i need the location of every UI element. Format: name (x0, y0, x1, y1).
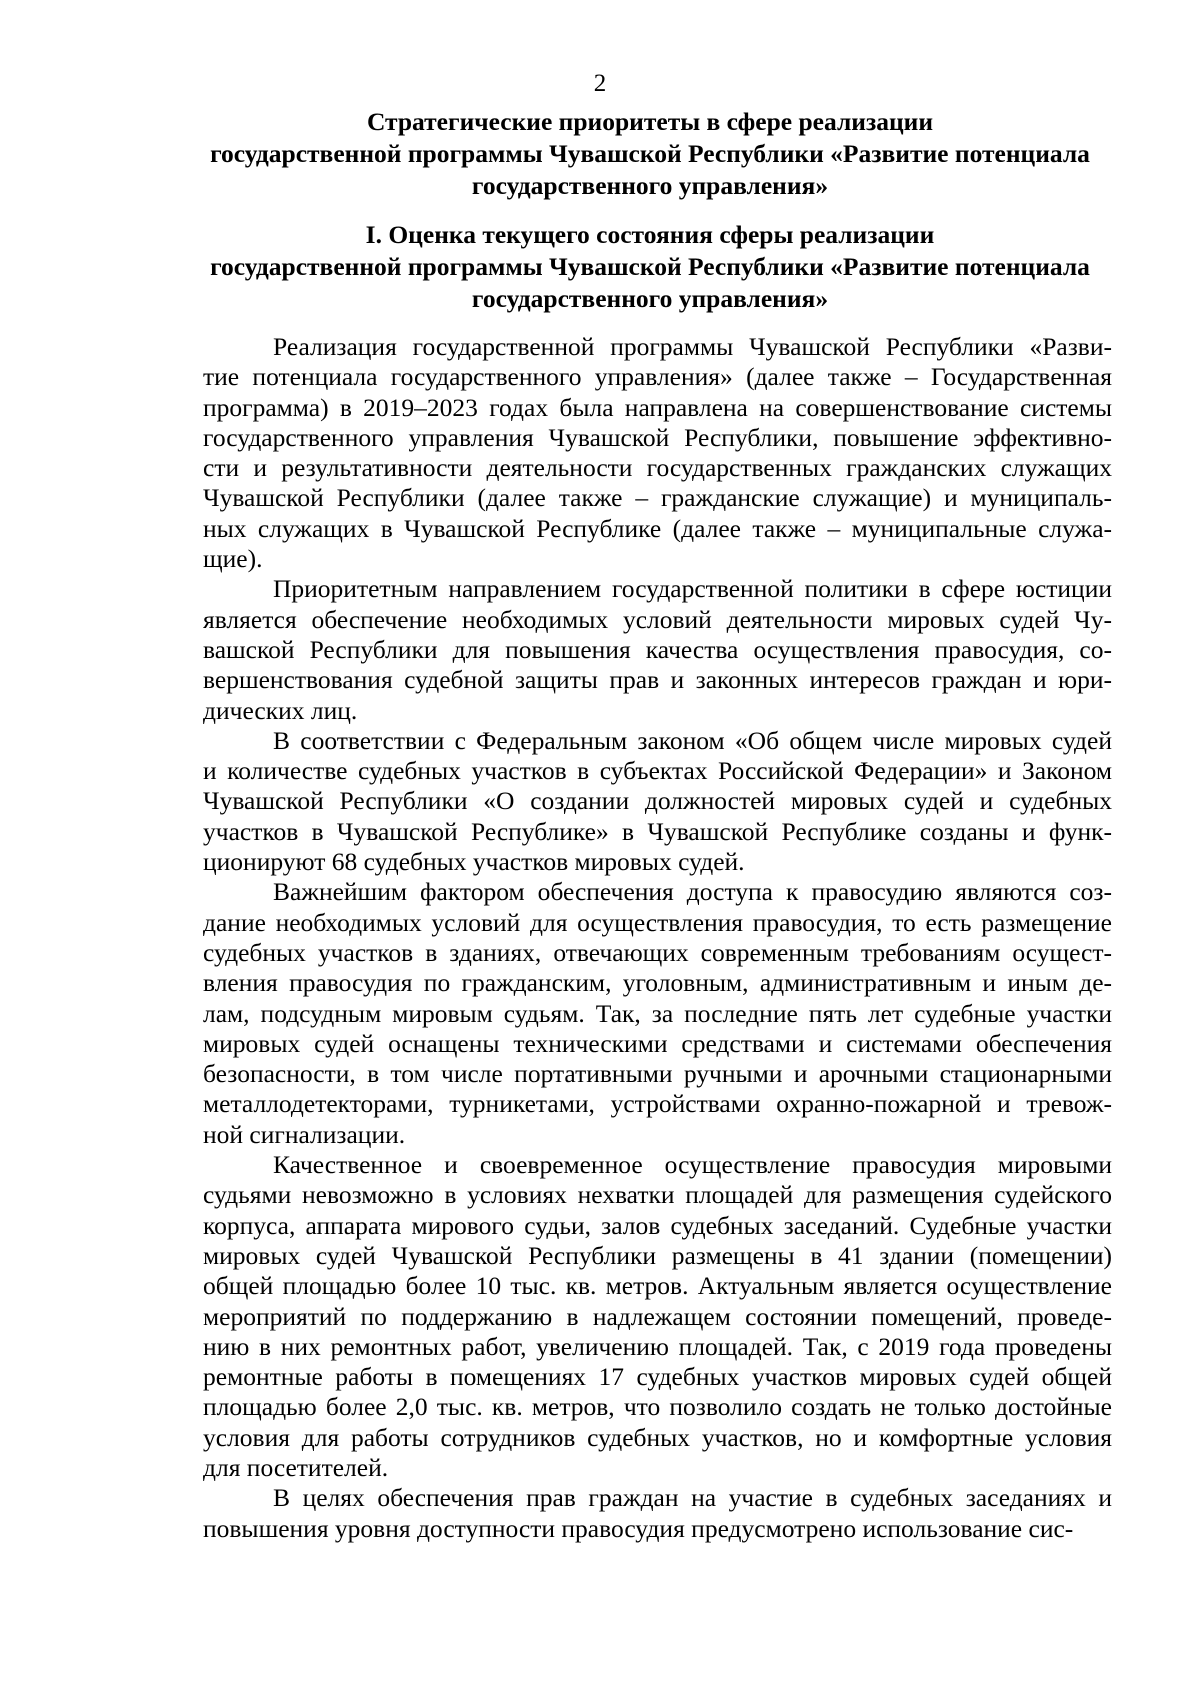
paragraph-line: щие). (203, 544, 263, 574)
page-number: 2 (593, 70, 607, 97)
paragraph-line: условия для работы сотрудников судебных участков, но и комфортные условия (203, 1422, 1112, 1452)
paragraph-line: государственного управления Чувашской Республики, повышение эффективно- (203, 422, 1112, 452)
paragraph-line: В целях обеспечения прав граждан на участие в судебных заседаниях и (273, 1483, 1112, 1513)
paragraph-line: Чувашской Республики (далее также – гражданские служащие) и муниципаль- (203, 483, 1112, 513)
paragraph-line: является обеспечение необходимых условий деятельности мировых судей Чу- (203, 604, 1112, 634)
paragraph-line: нию в них ремонтных работ, увеличению площадей. Так, с 2019 года проведены (203, 1331, 1112, 1361)
paragraph (203, 332, 1112, 574)
paragraph-line: программа) в 2019–2023 годах была направлена на совершенствование системы (203, 392, 1112, 422)
paragraph-line: лам, подсудным мировым судьям. Так, за последние пять лет судебные участки (203, 998, 1112, 1028)
paragraph-line: вления правосудия по гражданским, уголовным, административным и иным де- (203, 968, 1112, 998)
section-title (180, 219, 1120, 315)
paragraph-line: судебных участков в зданиях, отвечающих современным требованиям осущест- (203, 937, 1112, 967)
paragraph-line: повышения уровня доступности правосудия предусмотрено использование сис- (203, 1513, 1074, 1543)
section-title-line: I. Оценка текущего состояния сферы реализации (365, 220, 935, 249)
paragraph-line: Приоритетным направлением государственной политики в сфере юстиции (273, 574, 1112, 604)
paragraph (203, 1150, 1112, 1483)
section-title-line: государственной программы Чувашской Республики «Развитие потенциала (210, 252, 1090, 281)
paragraph-line: Качественное и своевременное осуществление правосудия мировыми (273, 1150, 1112, 1180)
document-title (180, 106, 1120, 202)
paragraph (203, 574, 1112, 725)
paragraph-line: вашской Республики для повышения качества осуществления правосудия, со- (203, 634, 1112, 664)
paragraph-line: ремонтные работы в помещениях 17 судебных участков мировых судей общей (203, 1362, 1112, 1392)
paragraph-line: мероприятий по поддержанию в надлежащем состоянии помещений, проведе- (203, 1301, 1112, 1331)
paragraph-line: В соответствии с Федеральным законом «Об общем числе мировых судей (273, 725, 1112, 755)
title-line: Стратегические приоритеты в сфере реализации (366, 107, 934, 136)
paragraph-line: судьями невозможно в условиях нехватки площадей для размещения судейского (203, 1180, 1112, 1210)
title-line: государственного управления» (471, 171, 829, 200)
paragraph-line: вершенствования судебной защиты прав и законных интересов граждан и юри- (203, 665, 1112, 695)
paragraph (203, 1483, 1112, 1544)
paragraph (203, 877, 1112, 1150)
paragraph-line: площадью более 2,0 тыс. кв. метров, что позволило создать не только достойные (203, 1392, 1112, 1422)
paragraph-line: общей площадью более 10 тыс. кв. метров. Актуальным является осуществление (203, 1271, 1112, 1301)
paragraph-line: и количестве судебных участков в субъектах Российской Федерации» и Законом (203, 756, 1112, 786)
paragraph-line: ционируют 68 судебных участков мировых судей. (203, 847, 745, 877)
paragraph-line: мировых судей оснащены техническими средствами и системами обеспечения (203, 1028, 1112, 1058)
paragraph-line: металлодетекторами, турникетами, устройствами охранно-пожарной и тревож- (203, 1089, 1112, 1119)
paragraph-line: мировых судей Чувашской Республики размещены в 41 здании (помещении) (203, 1240, 1112, 1270)
paragraph-line: Чувашской Республики «О создании должностей мировых судей и судебных (203, 786, 1112, 816)
paragraph-line: для посетителей. (203, 1452, 389, 1482)
paragraph-line: тие потенциала государственного управления» (далее также – Государственная (203, 362, 1112, 392)
paragraph-line: участков в Чувашской Республике» в Чувашской Республике созданы и функ- (203, 816, 1112, 846)
paragraph-line: ных служащих в Чувашской Республике (далее также – муниципальные служа- (203, 513, 1112, 543)
paragraph-line: дание необходимых условий для осуществления правосудия, то есть размещение (203, 907, 1112, 937)
paragraph-line: дических лиц. (203, 695, 358, 725)
paragraph-line: безопасности, в том числе портативными ручными и арочными стационарными (203, 1059, 1112, 1089)
body-text (203, 332, 1112, 1544)
paragraph-line: ной сигнализации. (203, 1119, 406, 1149)
paragraph-line: сти и результативности деятельности государственных гражданских служащих (203, 453, 1112, 483)
title-line: государственной программы Чувашской Республики «Развитие потенциала (210, 139, 1090, 168)
section-title-line: государственного управления» (471, 284, 829, 313)
paragraph (203, 726, 1112, 877)
paragraph-line: корпуса, аппарата мирового судьи, залов судебных заседаний. Судебные участки (203, 1210, 1112, 1240)
paragraph-line: Важнейшим фактором обеспечения доступа к правосудию являются соз- (273, 877, 1112, 907)
paragraph-line: Реализация государственной программы Чувашской Республики «Разви- (273, 332, 1112, 361)
